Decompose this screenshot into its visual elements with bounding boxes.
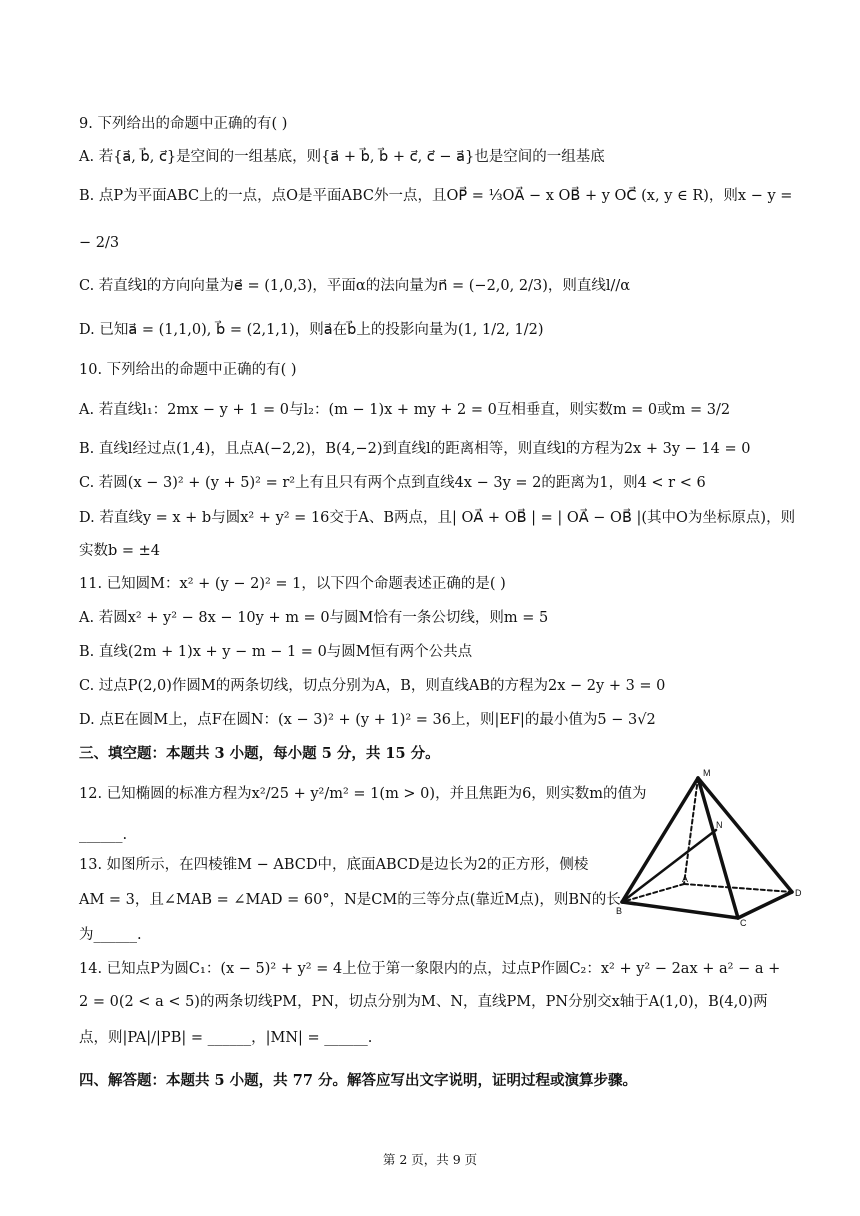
q11-option-d: D. 点E在圆M上，点F在圆N：(x − 3)² + (y + 1)² = 36上，则|EF|的最小值为5 − 3√2 (79, 712, 656, 728)
q14-line1: 14. 已知点P为圆C₁：(x − 5)² + y² = 4上位于第一象限内的点，过点P作圆C₂：x² + y² − 2ax + a² − a + (79, 961, 781, 977)
q10-option-d-line2: 实数b = ±4 (79, 543, 161, 559)
q11-option-a: A. 若圆x² + y² − 8x − 10y + m = 0与圆M恰有一条公切线，则m = 5 (79, 610, 549, 626)
q11-option-b: B. 直线(2m + 1)x + y − m − 1 = 0与圆M恒有两个公共点 (79, 644, 473, 660)
q9-option-c: C. 若直线l的方向向量为e⃗ = (1,0,3)，平面α的法向量为n⃗ = (−2,0, 2/3)，则直线l//α (79, 278, 631, 294)
q9-option-b-line1: B. 点P为平面ABC上的一点，点O是平面ABC外一点，且OP⃗ = ⅓OA⃗ − x OB⃗ + y OC⃗ (x, y ∈ R)，则x − y = (79, 188, 793, 204)
label-m: M (703, 768, 711, 778)
q14-line3: 点，则|PA|/|PB| = ______，|MN| = ______. (79, 1030, 373, 1046)
label-d: D (795, 888, 802, 898)
q12-line2: ______. (79, 827, 128, 843)
q13-line3: 为______. (79, 927, 142, 943)
page-footer: 第 2 页，共 9 页 (382, 1152, 478, 1167)
edge-bc (622, 902, 738, 918)
q10-option-d-line1: D. 若直线y = x + b与圆x² + y² = 16交于A、B两点，且| OA⃗ + OB⃗ | = | OA⃗ − OB⃗ |(其中O为坐标原点)，则 (79, 510, 796, 526)
edge-md (698, 778, 792, 892)
edge-ma (684, 778, 698, 884)
label-b: B (616, 906, 623, 916)
segment-bn (622, 830, 716, 902)
label-a: A (682, 874, 689, 884)
q10-option-b: B. 直线l经过点(1,4)，且点A(−2,2)，B(4,−2)到直线l的距离相等，则直线l的方程为2x + 3y − 14 = 0 (79, 441, 751, 457)
q13-line1: 13. 如图所示，在四棱锥M − ABCD中，底面ABCD是边长为2的正方形，侧棱 (79, 857, 589, 873)
edge-mc (698, 778, 738, 918)
q10-option-a: A. 若直线l₁：2mx − y + 1 = 0与l₂：(m − 1)x + my + 2 = 0互相垂直，则实数m = 0或m = 3/2 (79, 402, 731, 418)
q10-stem: 10. 下列给出的命题中正确的有( ) (79, 362, 297, 378)
q10-option-c: C. 若圆(x − 3)² + (y + 5)² = r²上有且只有两个点到直线4x − 3y = 2的距离为1，则4 < r < 6 (79, 475, 706, 491)
section-4-heading: 四、解答题：本题共 5 小题，共 77 分。解答应写出文字说明，证明过程或演算步骤。 (79, 1072, 637, 1089)
q11-option-c: C. 过点P(2,0)作圆M的两条切线，切点分别为A，B，则直线AB的方程为2x − 2y + 3 = 0 (79, 678, 666, 694)
edge-ad (684, 884, 792, 892)
q14-line2: 2 = 0(2 < a < 5)的两条切线PM，PN，切点分别为M、N，直线PM，PN分别交x轴于A(1,0)，B(4,0)两 (79, 994, 768, 1010)
q11-stem: 11. 已知圆M：x² + (y − 2)² = 1，以下四个命题表述正确的是( ) (79, 576, 506, 592)
q9-option-a: A. 若{a⃗, b⃗, c⃗}是空间的一组基底，则{a⃗ + b⃗, b⃗ + c⃗, c⃗ − a⃗}也是空间的一组基底 (79, 149, 605, 165)
q9-option-d: D. 已知a⃗ = (1,1,0), b⃗ = (2,1,1)，则a⃗在b⃗上的投影向量为(1, 1/2, 1/2) (79, 322, 544, 338)
q9-stem: 9. 下列给出的命题中正确的有( ) (79, 116, 288, 132)
q13-line2: AM = 3，且∠MAB = ∠MAD = 60°，N是CM的三等分点(靠近M点)，则BN的长 (79, 892, 621, 908)
q12-line1: 12. 已知椭圆的标准方程为x²/25 + y²/m² = 1(m > 0)，并且焦距为6，则实数m的值为 (79, 786, 647, 802)
label-c: C (740, 918, 747, 928)
edge-cd (738, 892, 792, 918)
pyramid-figure (612, 762, 812, 932)
label-n: N (716, 820, 723, 830)
q9-option-b-line2: − 2/3 (79, 235, 120, 251)
section-3-heading: 三、填空题：本题共 3 小题，每小题 5 分，共 15 分。 (79, 745, 440, 762)
